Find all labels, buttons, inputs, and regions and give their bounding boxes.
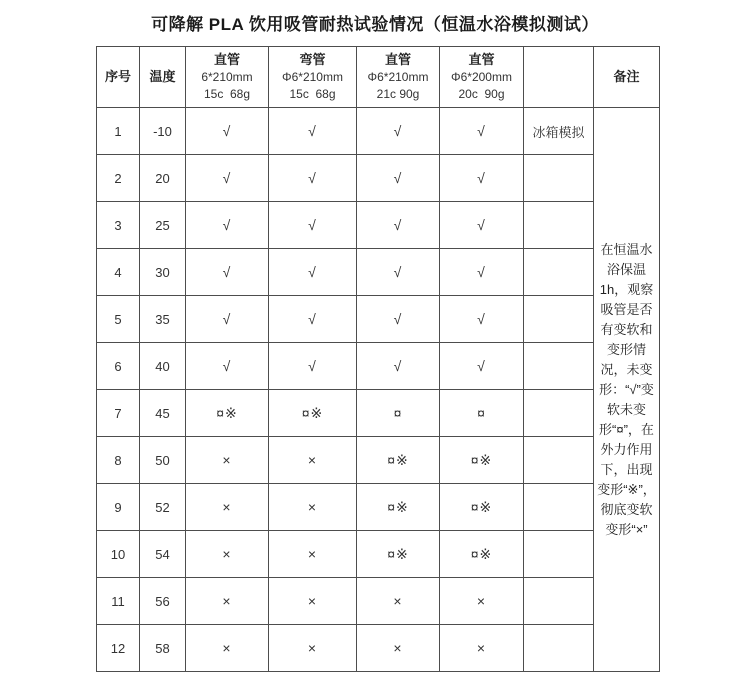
- header-straw-3: [357, 47, 440, 108]
- table-row: [97, 578, 660, 625]
- serial-cell: 4: [97, 249, 140, 296]
- note-cell: [524, 249, 594, 296]
- mark-cell: ¤: [357, 390, 440, 437]
- mark-cell: √: [269, 296, 357, 343]
- mark-cell: ¤※: [440, 437, 524, 484]
- mark-cell: √: [440, 296, 524, 343]
- mark-cell: ¤※: [186, 390, 269, 437]
- header-remark: [594, 47, 660, 108]
- header-straw-2: [269, 47, 357, 108]
- mark-cell: √: [186, 343, 269, 390]
- mark-cell: √: [269, 249, 357, 296]
- serial-cell: 6: [97, 343, 140, 390]
- temperature-cell: 52: [140, 484, 186, 531]
- header-row: [97, 47, 660, 108]
- mark-cell: √: [186, 249, 269, 296]
- mark-cell: ×: [186, 437, 269, 484]
- serial-cell: 7: [97, 390, 140, 437]
- mark-cell: ×: [186, 531, 269, 578]
- mark-cell: √: [357, 249, 440, 296]
- serial-cell: 2: [97, 155, 140, 202]
- mark-cell: √: [186, 108, 269, 155]
- mark-cell: √: [186, 296, 269, 343]
- note-cell: 冰箱模拟: [524, 108, 594, 155]
- mark-cell: ×: [440, 625, 524, 672]
- page-title: 可降解 PLA 饮用吸管耐热试验情况（恒温水浴模拟测试）: [151, 15, 599, 34]
- serial-cell: 5: [97, 296, 140, 343]
- temperature-cell: -10: [140, 108, 186, 155]
- serial-cell: 11: [97, 578, 140, 625]
- temperature-cell: 35: [140, 296, 186, 343]
- header-serial: [97, 47, 140, 108]
- temperature-cell: 54: [140, 531, 186, 578]
- temperature-cell: 50: [140, 437, 186, 484]
- mark-cell: √: [357, 155, 440, 202]
- note-cell: [524, 343, 594, 390]
- straw-size-label: 6*210mm: [201, 70, 253, 84]
- straw-spec-label: 15c 68g: [289, 87, 336, 101]
- note-cell: [524, 437, 594, 484]
- temperature-cell: 25: [140, 202, 186, 249]
- note-cell: [524, 531, 594, 578]
- mark-cell: √: [440, 343, 524, 390]
- note-cell: [524, 484, 594, 531]
- mark-cell: √: [186, 155, 269, 202]
- mark-cell: ×: [357, 625, 440, 672]
- header-remark-label: 备注: [613, 69, 640, 84]
- mark-cell: ¤※: [357, 484, 440, 531]
- header-temperature: [140, 47, 186, 108]
- mark-cell: ×: [186, 578, 269, 625]
- mark-cell: √: [440, 108, 524, 155]
- straw-spec-label: 20c 90g: [458, 87, 505, 101]
- table-row: [97, 202, 660, 249]
- straw-type-label: 直管: [468, 52, 495, 67]
- mark-cell: ×: [269, 484, 357, 531]
- mark-cell: √: [269, 155, 357, 202]
- table-row: [97, 155, 660, 202]
- mark-cell: √: [357, 343, 440, 390]
- serial-cell: 12: [97, 625, 140, 672]
- mark-cell: ×: [357, 578, 440, 625]
- straw-type-label: 弯管: [299, 52, 326, 67]
- table-row: [97, 625, 660, 672]
- mark-cell: ×: [269, 531, 357, 578]
- header-straw-1: [186, 47, 269, 108]
- mark-cell: √: [440, 155, 524, 202]
- note-cell: [524, 578, 594, 625]
- header-serial-label: 序号: [104, 69, 131, 84]
- mark-cell: ¤※: [357, 437, 440, 484]
- mark-cell: ¤※: [440, 484, 524, 531]
- straw-spec-label: 21c 90g: [376, 87, 420, 101]
- mark-cell: √: [357, 296, 440, 343]
- straw-spec-label: 15c 68g: [203, 87, 251, 101]
- temperature-cell: 20: [140, 155, 186, 202]
- table-body: [97, 108, 660, 672]
- temperature-cell: 58: [140, 625, 186, 672]
- temperature-cell: 30: [140, 249, 186, 296]
- mark-cell: ¤※: [357, 531, 440, 578]
- mark-cell: ¤: [440, 390, 524, 437]
- note-cell: [524, 202, 594, 249]
- mark-cell: √: [440, 202, 524, 249]
- note-cell: [524, 625, 594, 672]
- table-row: [97, 343, 660, 390]
- serial-cell: 8: [97, 437, 140, 484]
- table-row: [97, 437, 660, 484]
- mark-cell: ¤※: [269, 390, 357, 437]
- remark-cell: 在恒温水浴保温1h，观察吸管是否有变软和变形情况，未变形：“√”变软未变形“¤”，在外力作用下，出现变形“※”，彻底变软变形“×”: [594, 108, 660, 672]
- note-cell: [524, 390, 594, 437]
- serial-cell: 9: [97, 484, 140, 531]
- header-temperature-label: 温度: [149, 69, 176, 84]
- straw-size-label: Φ6*210mm: [282, 70, 343, 84]
- mark-cell: √: [186, 202, 269, 249]
- mark-cell: ¤※: [440, 531, 524, 578]
- straw-size-label: Φ6*200mm: [451, 70, 512, 84]
- mark-cell: ×: [269, 625, 357, 672]
- mark-cell: ×: [186, 625, 269, 672]
- mark-cell: ×: [186, 484, 269, 531]
- straw-size-label: Φ6*210mm: [367, 70, 429, 84]
- mark-cell: √: [269, 343, 357, 390]
- serial-cell: 3: [97, 202, 140, 249]
- temperature-cell: 56: [140, 578, 186, 625]
- note-cell: [524, 155, 594, 202]
- mark-cell: ×: [440, 578, 524, 625]
- table-row: [97, 249, 660, 296]
- table-row: [97, 484, 660, 531]
- mark-cell: √: [357, 108, 440, 155]
- mark-cell: √: [357, 202, 440, 249]
- table-row: [97, 531, 660, 578]
- note-cell: [524, 296, 594, 343]
- serial-cell: 1: [97, 108, 140, 155]
- straw-type-label: 直管: [213, 52, 240, 67]
- heat-test-table: [96, 46, 660, 672]
- temperature-cell: 40: [140, 343, 186, 390]
- table-row: [97, 108, 660, 155]
- table-row: [97, 296, 660, 343]
- straw-type-label: 直管: [384, 52, 411, 67]
- table-row: [97, 390, 660, 437]
- mark-cell: √: [269, 108, 357, 155]
- header-note: [524, 47, 594, 108]
- mark-cell: √: [440, 249, 524, 296]
- mark-cell: ×: [269, 437, 357, 484]
- header-straw-4: [440, 47, 524, 108]
- temperature-cell: 45: [140, 390, 186, 437]
- mark-cell: √: [269, 202, 357, 249]
- mark-cell: ×: [269, 578, 357, 625]
- serial-cell: 10: [97, 531, 140, 578]
